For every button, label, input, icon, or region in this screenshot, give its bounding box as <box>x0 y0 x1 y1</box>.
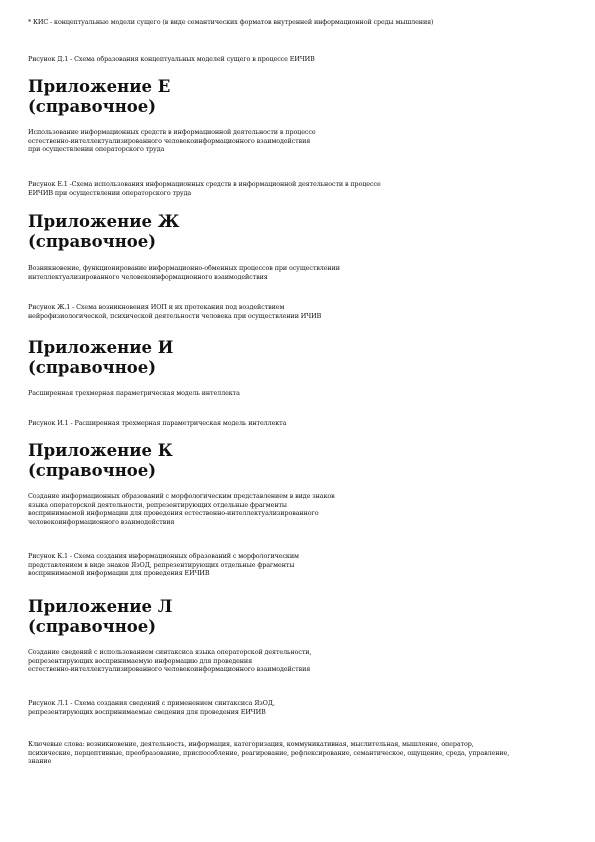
figure-i1-caption: Рисунок И.1 - Расширенная трехмерная параметрическая модель интеллекта <box>28 419 287 427</box>
appendix-k-heading: Приложение К (справочное) <box>28 441 173 480</box>
appendix-e-text: Использование информационных средств в информационной деятельности в процессе естественно-интеллектуализированного человекоинформационного взаимодействия при осуществлении операторского труда <box>28 128 316 154</box>
appendix-i-text: Расширенная трехмерная параметрическая модель интеллекта <box>28 389 240 397</box>
figure-l1-caption: Рисунок Л.1 - Схема создания сведений с применением синтаксиса ЯзОД, репрезентирующих воспринимаемые сведения для проведения ЕИЧИВ <box>28 699 275 716</box>
keywords-text: Ключевые слова: возникновение, деятельность, информация, категоризация, коммуникативная, мыслительная, мышление, оператор, психические, перцептивные, преобразование, приспособление, реагирование, рефлексирование, семантическое, ощущение, среда, управление, знание <box>28 740 510 766</box>
appendix-e-heading: Приложение Е (справочное) <box>28 77 171 116</box>
figure-e1-caption: Рисунок Е.1 -Схема использования информационных средств в информационной деятельности в процессе ЕИЧИВ при осуществлении операторского труда <box>28 180 381 197</box>
appendix-zh-heading: Приложение Ж (справочное) <box>28 212 180 251</box>
appendix-zh-text: Возникновение, функционирование информационно-обменных процессов при осуществлении интеллектуализированного человекоинформационного взаимодействия <box>28 264 340 281</box>
figure-d1-caption: Рисунок Д.1 - Схема образования концептуальных моделей сущего в процессе ЕИЧИВ <box>28 55 315 63</box>
appendix-i-heading: Приложение И (справочное) <box>28 338 174 377</box>
figure-k1-caption: Рисунок К.1 - Схема создания информационных образований с морфологическим представлением в виде знаков ЯзОД, репрезентирующих отдельные фрагменты воспринимаемой информации для проведения ЕИЧИВ <box>28 552 299 578</box>
appendix-l-heading: Приложение Л (справочное) <box>28 597 173 636</box>
footnote-text: * КИС - концептуальные модели сущего (в виде семантических форматов внутренней информационной среды мышления) <box>28 18 434 26</box>
appendix-k-text: Создание информационных образований с морфологическим представлением в виде знаков языка операторской деятельности, репрезентирующих отдельные фрагменты воспринимаемой информации для проведения естественно-интеллектуализированного человекоинформационного взаимодействия <box>28 492 335 527</box>
appendix-l-text: Создание сведений с использованием синтаксиса языка операторской деятельности, репрезентирующих воспринимаемую информацию для проведения естественно-интеллектуализированного человекоинформационного взаимодействия <box>28 648 312 674</box>
figure-zh1-caption: Рисунок Ж.1 - Схема возникновения ИОП и их протекания под воздействием нейрофизиологической, психической деятельности человека при осуществлении ИЧИВ <box>28 303 322 320</box>
